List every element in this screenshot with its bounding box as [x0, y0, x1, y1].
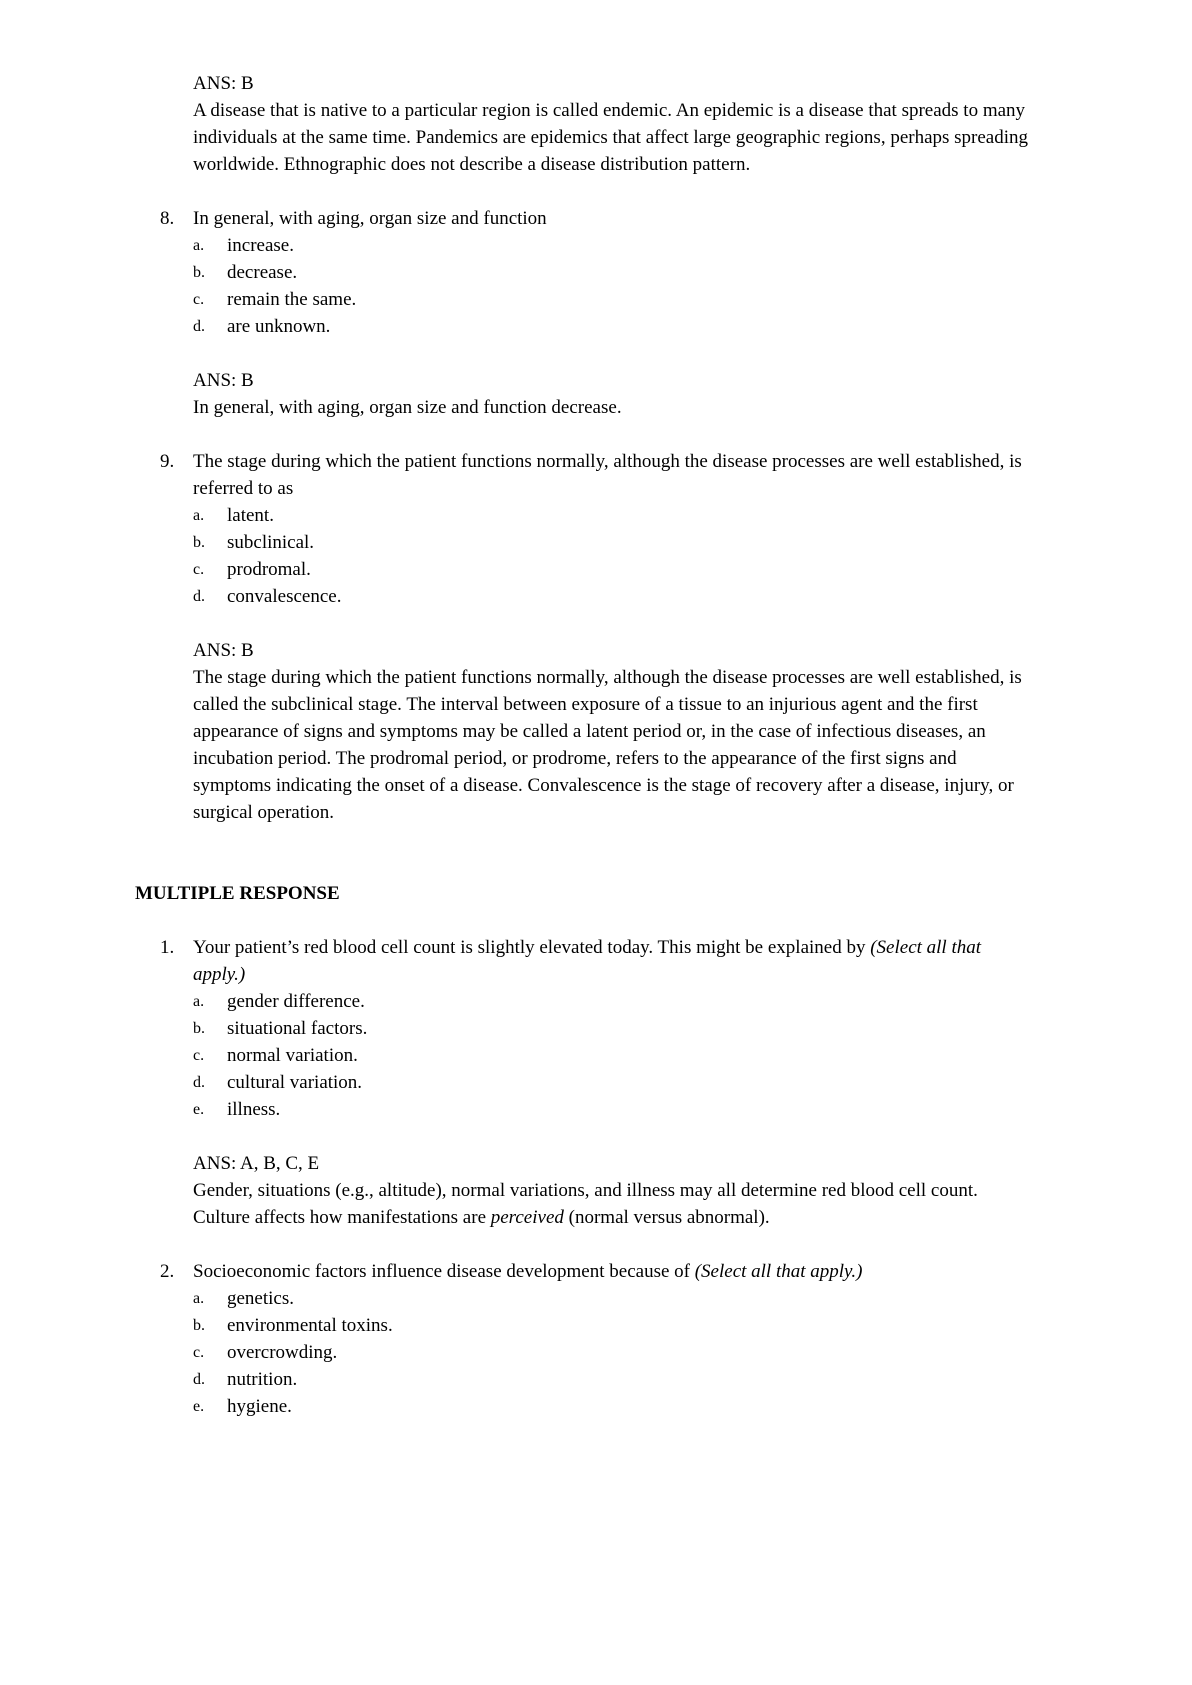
option-text: illness.	[227, 1099, 281, 1120]
option-text: situational factors.	[227, 1018, 368, 1039]
option-letter: d.	[193, 318, 205, 335]
option-text: hygiene.	[227, 1396, 292, 1417]
option-list	[193, 988, 1036, 1123]
option-row	[193, 1042, 1036, 1069]
option-row	[193, 232, 1036, 259]
answer-rationale: A disease that is native to a particular region is called endemic. An epidemic is a disease that spreads to many individuals at the same time. Pandemics are epidemics that affect large geographic regions, perhaps spreading worldwide. Ethnographic does not describe a disease distribution pattern.	[193, 100, 1029, 175]
answer-rationale: In general, with aging, organ size and function decrease.	[193, 397, 622, 418]
question-body	[193, 1258, 1036, 1420]
option-text: are unknown.	[227, 316, 331, 337]
option-text: subclinical.	[227, 532, 315, 553]
answer-rationale-text: Gender, situations (e.g., altitude), normal variations, and illness may all determine red blood cell count. Culture affects how manifestations are	[193, 1180, 978, 1228]
answer-block-8	[193, 367, 1036, 421]
question-stem: In general, with aging, organ size and function	[193, 208, 547, 229]
option-letter: c.	[193, 561, 205, 578]
option-row	[193, 259, 1036, 286]
answer-rationale-italic: perceived	[490, 1207, 564, 1228]
question-stem-text: Your patient’s red blood cell count is slightly elevated today. This might be explained by	[193, 937, 866, 958]
option-text: gender difference.	[227, 991, 365, 1012]
question-number: 9.	[160, 451, 175, 472]
option-text: genetics.	[227, 1288, 295, 1309]
option-letter: e.	[193, 1101, 205, 1118]
option-row	[193, 1096, 1036, 1123]
option-list	[193, 502, 1036, 610]
option-letter: b.	[193, 534, 205, 551]
option-text: normal variation.	[227, 1045, 358, 1066]
option-text: remain the same.	[227, 289, 357, 310]
option-letter: d.	[193, 588, 205, 605]
question-8	[160, 205, 1036, 421]
answer-label: ANS: B	[193, 370, 254, 391]
option-text: nutrition.	[227, 1369, 298, 1390]
option-letter: c.	[193, 1344, 205, 1361]
question-stem	[193, 1258, 1036, 1285]
option-row	[193, 583, 1036, 610]
option-letter: b.	[193, 1020, 205, 1037]
option-letter: a.	[193, 507, 205, 524]
option-text: environmental toxins.	[227, 1315, 393, 1336]
question-9	[160, 448, 1036, 826]
answer-label: ANS: B	[193, 73, 254, 94]
question-stem-italic: (Select all that apply.)	[193, 937, 982, 985]
option-letter: d.	[193, 1074, 205, 1091]
answer-label: ANS: A, B, C, E	[193, 1153, 320, 1174]
option-letter: e.	[193, 1398, 205, 1415]
option-row	[193, 1285, 1036, 1312]
option-text: latent.	[227, 505, 274, 526]
option-row	[193, 1312, 1036, 1339]
question-stem: The stage during which the patient functions normally, although the disease processes are well established, is referred to as	[193, 451, 1022, 499]
mr-question-1	[160, 934, 1036, 1231]
option-text: cultural variation.	[227, 1072, 363, 1093]
answer-block-9	[193, 637, 1036, 826]
question-stem	[193, 934, 1036, 988]
option-letter: c.	[193, 1047, 205, 1064]
answer-label: ANS: B	[193, 640, 254, 661]
answer-rationale	[193, 1177, 1036, 1231]
section-heading: MULTIPLE RESPONSE	[135, 883, 340, 904]
option-letter: d.	[193, 1371, 205, 1388]
option-letter: a.	[193, 237, 205, 254]
option-text: decrease.	[227, 262, 298, 283]
option-row	[193, 1366, 1036, 1393]
answer-block-mr1	[193, 1150, 1036, 1231]
option-letter: c.	[193, 291, 205, 308]
option-row	[193, 1069, 1036, 1096]
option-text: prodromal.	[227, 559, 311, 580]
option-row	[193, 988, 1036, 1015]
option-letter: b.	[193, 1317, 205, 1334]
mr-question-2	[160, 1258, 1036, 1420]
option-letter: b.	[193, 264, 205, 281]
option-row	[193, 529, 1036, 556]
option-list	[193, 232, 1036, 340]
answer-rationale: The stage during which the patient functions normally, although the disease processes are well established, is called the subclinical stage. The interval between exposure of a tissue to an injurious agent and the first appearance of signs and symptoms may be called a latent period or, in the case of infectious diseases, an incubation period. The prodromal period, or prodrome, refers to the appearance of the first signs and symptoms indicating the onset of a disease. Convalescence is the stage of recovery after a disease, injury, or surgical operation.	[193, 667, 1022, 823]
question-stem-italic: (Select all that apply.)	[694, 1261, 863, 1282]
option-text: overcrowding.	[227, 1342, 338, 1363]
option-letter: a.	[193, 993, 205, 1010]
option-row	[193, 1339, 1036, 1366]
question-body	[193, 205, 1036, 421]
option-row	[193, 1015, 1036, 1042]
question-number: 1.	[160, 937, 175, 958]
question-number: 2.	[160, 1261, 175, 1282]
question-body	[193, 934, 1036, 1231]
answer-block-7	[193, 70, 1036, 178]
question-number: 8.	[160, 208, 175, 229]
question-body	[193, 448, 1036, 826]
option-letter: a.	[193, 1290, 205, 1307]
option-row	[193, 286, 1036, 313]
option-text: convalescence.	[227, 586, 342, 607]
option-row	[193, 1393, 1036, 1420]
option-row	[193, 502, 1036, 529]
option-text: increase.	[227, 235, 294, 256]
question-stem-text: Socioeconomic factors influence disease development because of	[193, 1261, 690, 1282]
answer-rationale-text: (normal versus abnormal).	[563, 1207, 770, 1228]
option-row	[193, 556, 1036, 583]
option-row	[193, 313, 1036, 340]
option-list	[193, 1285, 1036, 1420]
